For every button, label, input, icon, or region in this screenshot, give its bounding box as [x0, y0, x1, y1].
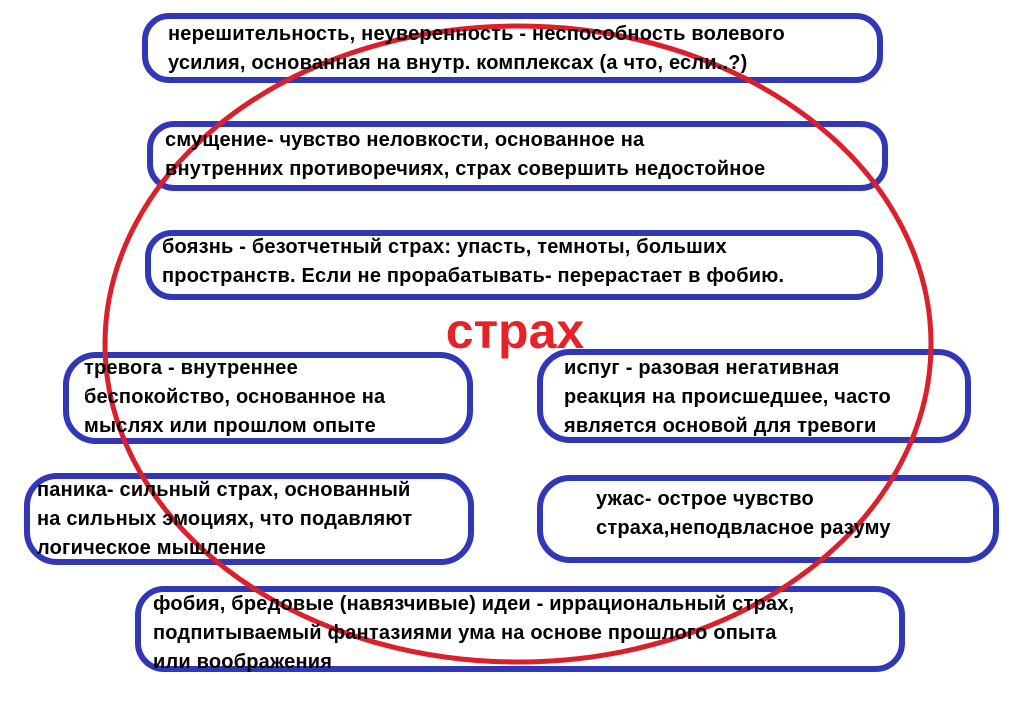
box-text-phobia: фобия, бредовые (навязчивые) идеи - иррациональный страх, подпитываемый фантазиями ума на основе прошлого опыта или воображения [153, 593, 795, 673]
box-text-panic: паника- сильный страх, основанный на сильных эмоциях, что подавляют логическое мышление [37, 479, 413, 559]
box-text-embarrassment: смущение- чувство неловкости, основанное на внутренних противоречиях, страх совершить недостойное [165, 129, 766, 180]
center-label-fear: страх [445, 303, 585, 359]
box-text-indecision: нерешительность, неуверенность - неспособность волевого усилия, основанная на внутр. комплексах (а что, если..?) [168, 23, 785, 74]
box-text-apprehension: боязнь - безотчетный страх: упасть, темноты, больших пространств. Если не прорабатывать- перерастает в фобию. [162, 236, 785, 287]
box-text-horror: ужас- острое чувство страха,неподвласное разуму [596, 488, 891, 539]
box-text-fright: испуг - разовая негативная реакция на происшедшее, часто является основой для тревоги [564, 357, 891, 437]
box-text-anxiety: тревога - внутреннее беспокойство, основанное на мыслях или прошлом опыте [84, 357, 386, 437]
